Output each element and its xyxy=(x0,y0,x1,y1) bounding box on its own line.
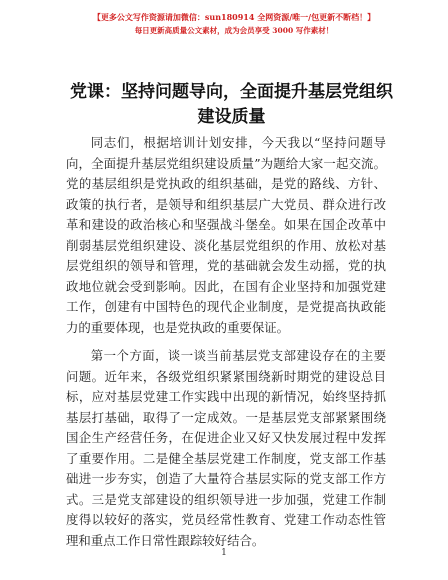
promo-banner xyxy=(60,10,408,38)
document-title: 党课：坚持问题导向，全面提升基层党组织建设质量 xyxy=(70,82,393,127)
promo-banner-line-2: 每日更新高质量公文素材，成为会员享受 3000 写作素材！ xyxy=(134,26,334,35)
paragraph-2: 第一个方面，谈一谈当前基层党支部建设存在的主要问题。近年来，各级党组织紧紧围绕新时期党的建设总目标，应对基层党建工作实践中出现的新情况，始终坚持抓基层打基础，取得了一定成效。一是基层党支部紧紧围绕国企生产经营任务，在促进企业又好又快发展过程中发挥了重要作用。二是健全基层党建工作制度，党支部工作基础进一步夯实，创造了大量符合基层实际的党支部工作方式。三是党支部建设的组织领导进一步加强，党建工作制度得以较好的落实，党员经常性教育、党建工作动态性管理和重点工作日常性跟踪较好结合。 xyxy=(66,348,386,548)
promo-banner-line-1: 【更多公文写作资源请加微信：sun180914 全网资源/唯一/包更新不断档！】 xyxy=(92,12,376,22)
paragraph-1: 同志们，根据培训计划安排，今天我以“坚持问题导向，全面提升基层党组织建设质量”为题给大家一起交流。党的基层组织是党执政的组织基础，是党的路线、方针、政策的执行者，是领导和组织基层广大党员、群众进行改革和建设的政治核心和坚强战斗堡垒。如果在国企改革中削弱基层党组织建设、淡化基层党组织的作用、放松对基层党组织的领导和管理，党的基础就会发生动摇，党的执政地位就会受到影响。因此，在国有企业坚持和加强党建工作，创建有中国特色的现代企业制度，是党提高执政能力的重要体现，也是党执政的重要保证。 xyxy=(66,135,386,335)
page-number: 1 xyxy=(221,548,227,558)
document-body xyxy=(66,133,386,551)
